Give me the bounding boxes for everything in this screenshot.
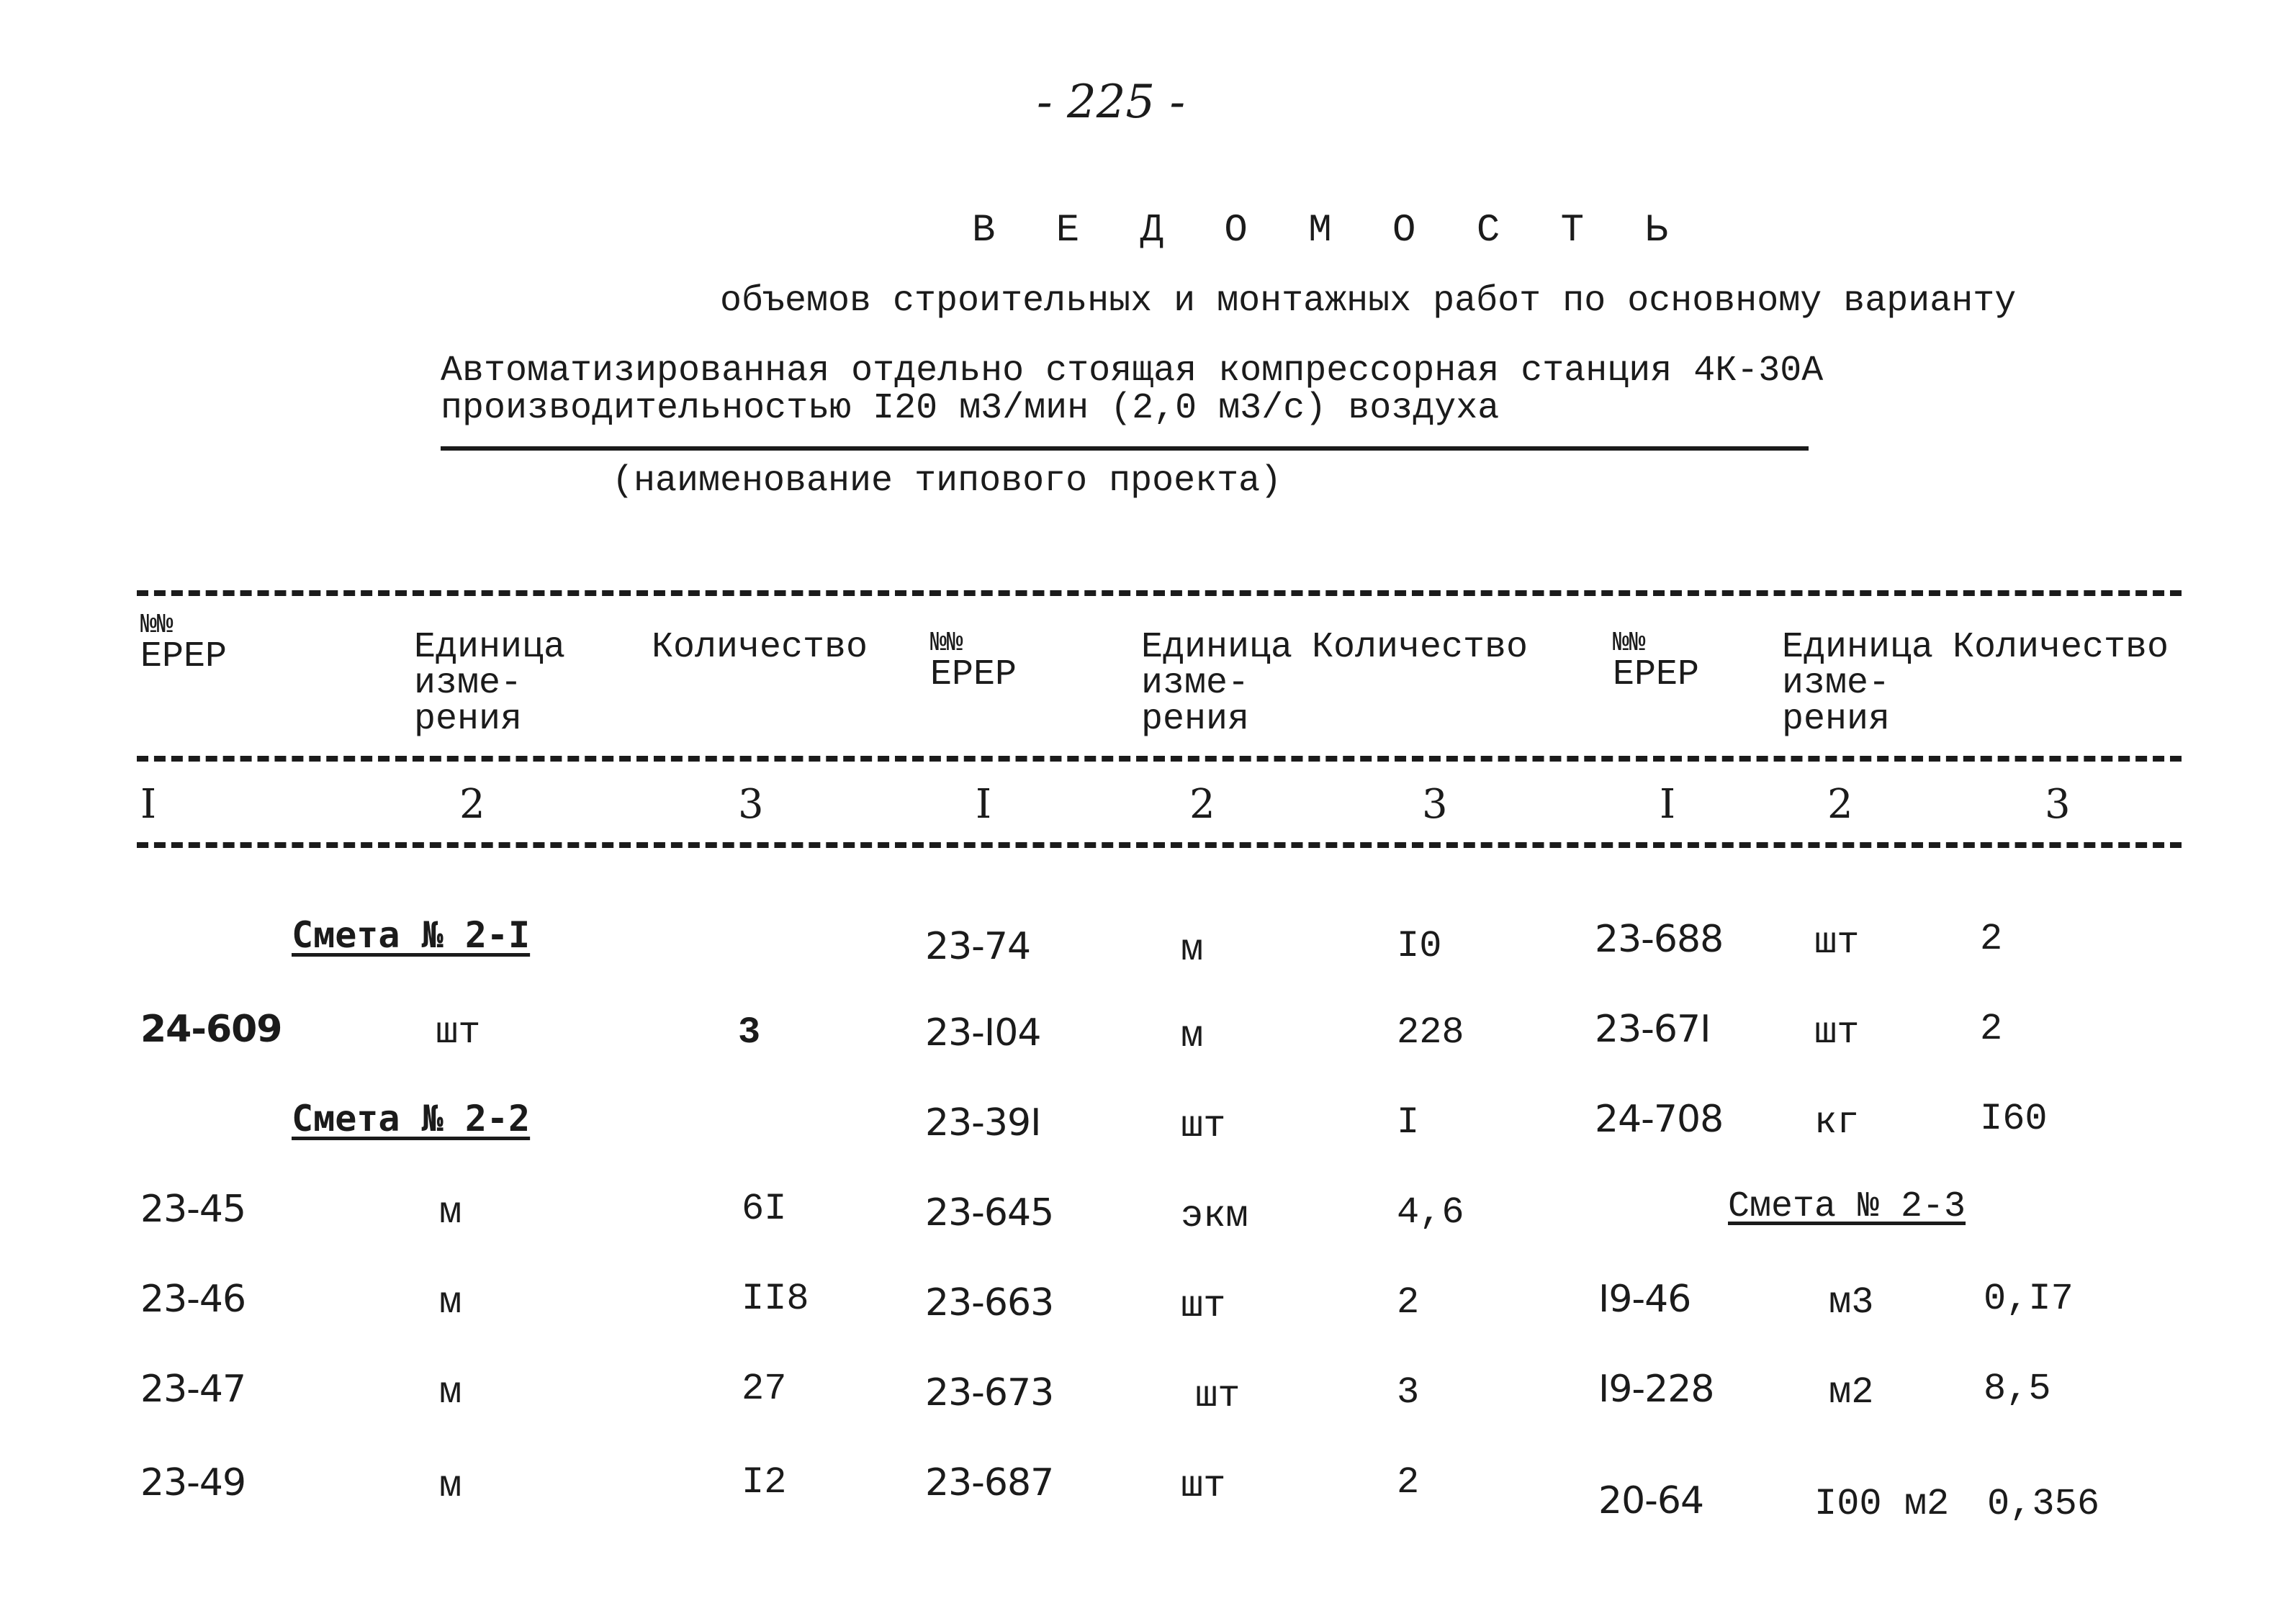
header-unit-2: Единица изме- рения <box>1141 627 1293 740</box>
row-unit: м <box>439 1371 462 1414</box>
row-unit: экм <box>1181 1195 1248 1237</box>
document-subtitle: объемов строительных и монтажных работ по основному варианту <box>720 281 2017 322</box>
row-code: I9-46 <box>1598 1278 1691 1321</box>
row-code: 23-46 <box>140 1278 246 1321</box>
header-code-2: №№ ЕРЕР <box>930 628 1017 695</box>
row-quantity: 0,356 <box>1987 1483 2100 1525</box>
row-code: 23-47 <box>140 1368 246 1411</box>
row-unit: шт <box>1814 921 1860 964</box>
row-quantity: 3 <box>1397 1371 1420 1414</box>
row-quantity: 6I <box>742 1188 787 1230</box>
section-heading: Смета № 2-I <box>292 914 531 956</box>
row-code: 23-49 <box>140 1461 246 1504</box>
column-number-2: 2 <box>459 781 485 828</box>
project-caption: (наименование типового проекта) <box>612 461 1282 502</box>
table-top-rule <box>137 590 2182 596</box>
header-qty-3: Количество <box>1953 627 2169 668</box>
row-code: 23-687 <box>925 1461 1054 1504</box>
page-number: - 225 - <box>1037 76 1186 129</box>
row-quantity: 228 <box>1397 1011 1464 1054</box>
row-quantity: 2 <box>1397 1281 1420 1324</box>
row-unit: м <box>439 1191 462 1234</box>
project-name <box>441 353 1823 428</box>
row-unit: шт <box>1814 1011 1860 1054</box>
row-quantity: 8,5 <box>1984 1368 2051 1410</box>
row-quantity: I60 <box>1980 1098 2048 1140</box>
project-name-underline <box>441 446 1809 451</box>
row-code: 23-688 <box>1595 918 1724 961</box>
header-unit-3: Единица изме- рения <box>1782 627 1934 740</box>
row-unit: кг <box>1814 1101 1860 1144</box>
section-heading: Смета № 2-3 <box>1728 1186 1966 1227</box>
row-unit: м <box>1181 1015 1204 1057</box>
header-qty-2: Количество <box>1312 627 1529 668</box>
row-unit: м <box>439 1281 462 1324</box>
row-unit: м3 <box>1829 1281 1874 1324</box>
row-quantity: 27 <box>742 1368 787 1410</box>
column-number-1: I <box>140 781 157 828</box>
project-name-line-2: производительностью I20 м3/мин (2,0 м3/с) воздуха <box>441 388 1500 429</box>
row-quantity: 3 <box>738 1011 761 1054</box>
header-qty-1: Количество <box>652 627 868 668</box>
document-title: В Е Д О М О С Т Ь <box>972 209 1687 253</box>
row-unit: м <box>439 1465 462 1507</box>
row-code: 23-645 <box>925 1191 1054 1234</box>
row-unit: шт <box>1181 1285 1226 1327</box>
row-quantity: 2 <box>1397 1461 1420 1504</box>
row-code: 23-45 <box>140 1188 246 1231</box>
table-numbers-rule <box>137 842 2182 848</box>
row-quantity: I <box>1397 1101 1420 1144</box>
row-code: 23-663 <box>925 1281 1054 1324</box>
row-code: 24-609 <box>140 1008 282 1051</box>
row-unit: I00 м2 <box>1814 1483 1950 1525</box>
row-code: 23-I04 <box>925 1011 1041 1055</box>
row-code: I9-228 <box>1598 1368 1714 1411</box>
row-code: 24-708 <box>1595 1098 1724 1141</box>
row-quantity: I2 <box>742 1461 787 1504</box>
header-unit-1: Единица изме- рения <box>414 627 566 740</box>
column-number-3: 3 <box>1422 781 1448 828</box>
row-unit: шт <box>1181 1465 1226 1507</box>
row-unit: шт <box>1181 1105 1226 1147</box>
header-code-3: №№ ЕРЕР <box>1613 628 1700 695</box>
row-quantity: II8 <box>742 1278 809 1320</box>
row-unit: м2 <box>1829 1371 1874 1414</box>
column-number-1: I <box>976 781 992 828</box>
column-number-3: 3 <box>738 781 764 828</box>
row-unit: шт <box>1195 1375 1241 1417</box>
row-quantity: 2 <box>1980 918 2003 960</box>
row-code: 23-39I <box>925 1101 1041 1145</box>
column-number-2: 2 <box>1827 781 1853 828</box>
header-code-1: №№ ЕРЕР <box>140 610 228 677</box>
project-name-line-1: Автоматизированная отдельно стоящая компрессорная станция 4К-30А <box>441 351 1824 392</box>
row-code: 23-67I <box>1595 1008 1711 1051</box>
row-code: 20-64 <box>1598 1479 1704 1522</box>
row-quantity: 4,6 <box>1397 1191 1464 1234</box>
column-number-3: 3 <box>2045 781 2071 828</box>
table-header-rule <box>137 756 2182 762</box>
row-quantity: I0 <box>1397 925 1442 967</box>
row-quantity: 2 <box>1980 1008 2003 1050</box>
column-number-1: I <box>1660 781 1676 828</box>
column-number-2: 2 <box>1189 781 1215 828</box>
row-quantity: 0,I7 <box>1984 1278 2074 1320</box>
row-code: 23-673 <box>925 1371 1054 1414</box>
section-heading: Смета № 2-2 <box>292 1098 531 1139</box>
row-unit: м <box>1181 929 1204 971</box>
row-code: 23-74 <box>925 925 1031 968</box>
row-unit: шт <box>436 1011 481 1054</box>
